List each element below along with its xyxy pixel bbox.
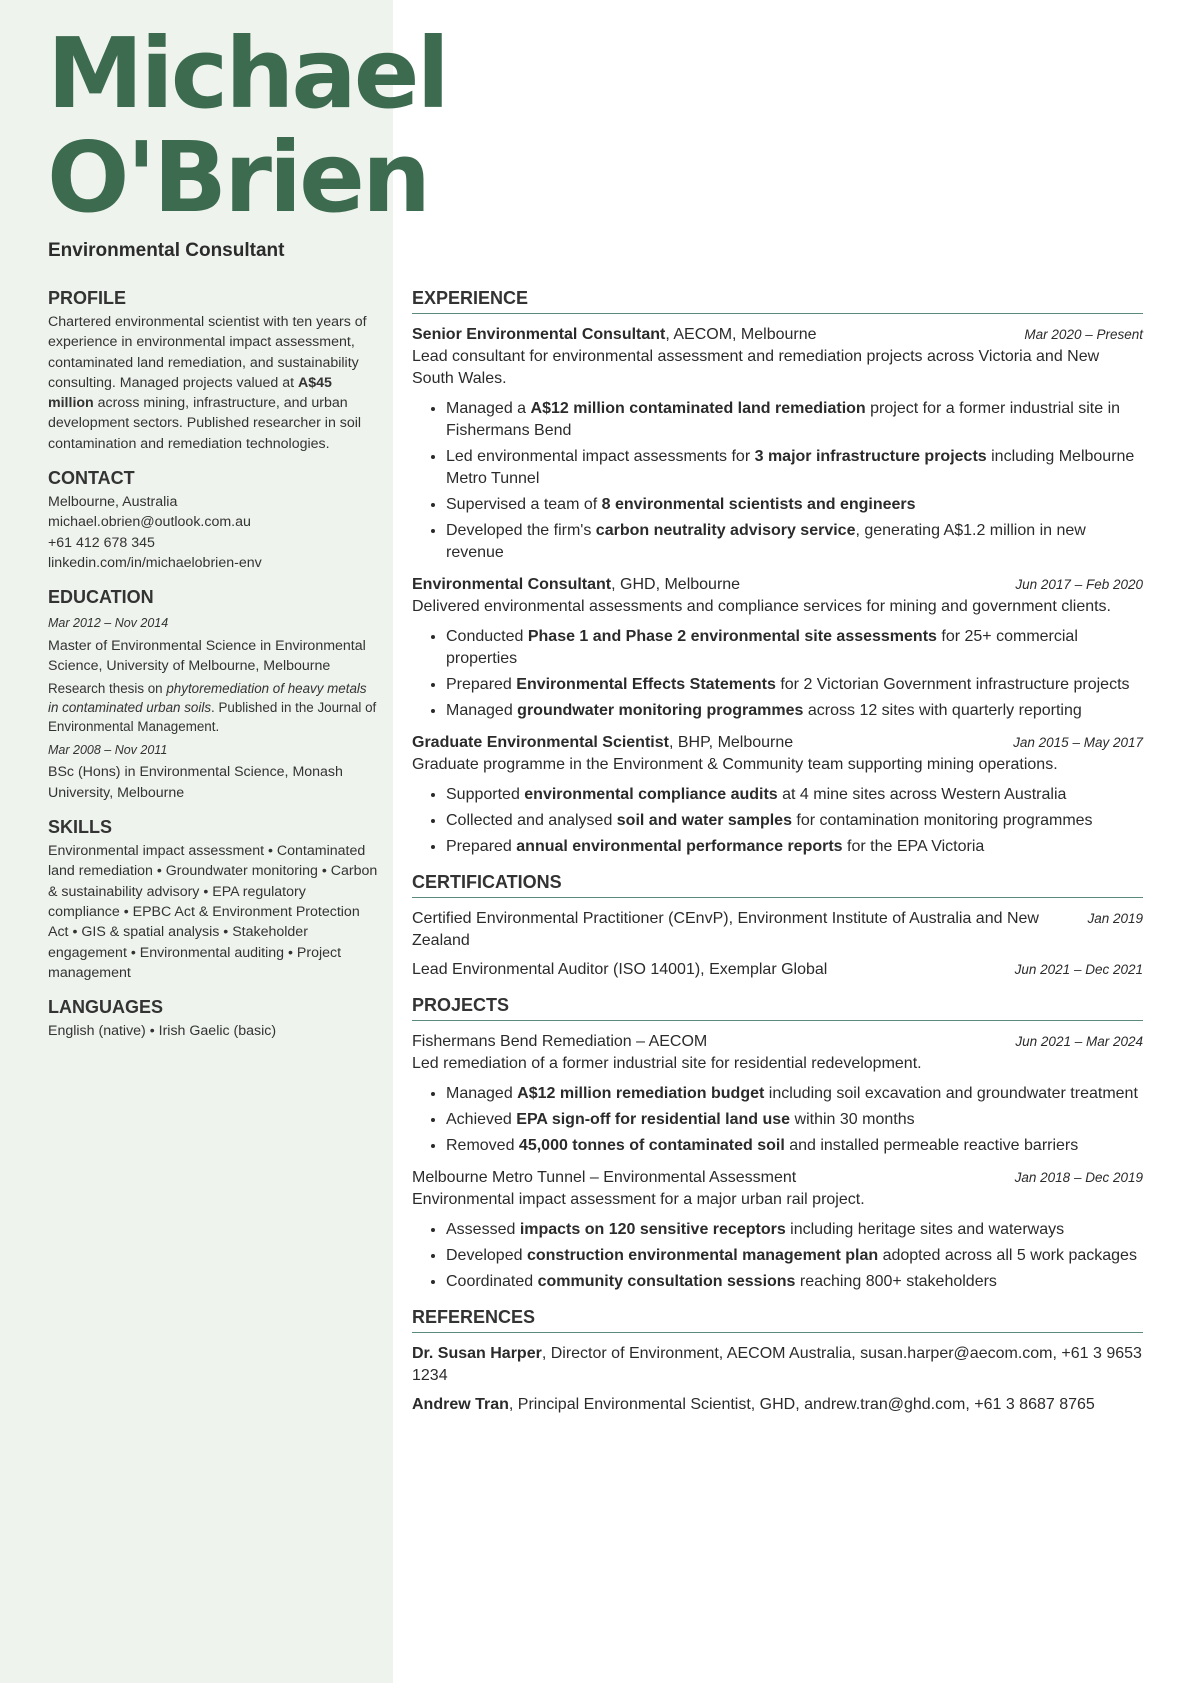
bullet-text: Developed the firm's <box>446 522 596 539</box>
bullet-item <box>446 1245 1143 1267</box>
bullet-text: Removed <box>446 1137 519 1154</box>
reference-item <box>412 1343 1143 1387</box>
bullet-item <box>446 446 1143 490</box>
projects-heading: PROJECTS <box>412 993 1143 1021</box>
bullet-highlight: soil and water samples <box>616 812 792 829</box>
bullet-item <box>446 784 1143 806</box>
languages-heading: LANGUAGES <box>48 997 164 1018</box>
education-degree: Master of Environmental Science in Environmental Science, University of Melbourne, Melbourne <box>48 637 366 674</box>
languages-text: English (native) • Irish Gaelic (basic) <box>48 1023 277 1040</box>
bullet-item <box>446 1271 1143 1293</box>
reference-name: Andrew Tran <box>412 1396 509 1413</box>
bullet-text: for the EPA Victoria <box>842 838 985 855</box>
bullet-item <box>446 626 1143 670</box>
education-item <box>48 740 378 803</box>
reference-details: , Principal Environmental Scientist, GHD, andrew.tran@ghd.com, +61 3 8687 8765 <box>508 1396 1095 1413</box>
job-summary: Delivered environmental assessments and compliance services for mining and government clients. <box>412 598 1111 615</box>
job-title-org <box>412 732 793 754</box>
bullet-text: across 12 sites with quarterly reporting <box>803 702 1082 719</box>
profile-section <box>48 286 378 454</box>
education-degree: BSc (Hons) in Environmental Science, Monash University, Melbourne <box>48 764 343 801</box>
bullet-text: Coordinated <box>446 1273 538 1290</box>
job-header <box>412 324 1143 346</box>
certification-text: Lead Environmental Auditor (ISO 14001), Exemplar Global <box>412 961 828 978</box>
bullet-highlight: impacts on 120 sensitive receptors <box>519 1221 786 1238</box>
bullet-highlight: community consultation sessions <box>537 1273 796 1290</box>
project-title: Melbourne Metro Tunnel – Environmental Assessment <box>412 1169 797 1186</box>
project-bullets <box>412 1083 1143 1157</box>
project-title: Fishermans Bend Remediation – AECOM <box>412 1033 708 1050</box>
job-title-org <box>412 574 740 596</box>
reference-name: Dr. Susan Harper <box>412 1345 542 1362</box>
bullet-highlight: EPA sign-off for residential land use <box>516 1111 791 1128</box>
education-section <box>48 585 378 803</box>
job-org: , AECOM, Melbourne <box>665 326 817 343</box>
bullet-highlight: environmental compliance audits <box>524 786 778 803</box>
profile-text <box>48 312 378 454</box>
project-date: Jun 2021 – Mar 2024 <box>1015 1034 1143 1049</box>
bullet-text: at 4 mine sites across Western Australia <box>777 786 1067 803</box>
education-note-part: Research thesis on <box>48 681 167 697</box>
bullet-item <box>446 494 1143 516</box>
project-summary: Led remediation of a former industrial site for residential redevelopment. <box>412 1055 922 1072</box>
bullet-text: project for a former industrial site in Fishermans Bend <box>446 400 1121 439</box>
job-bullets <box>412 398 1143 564</box>
bullet-text: Prepared <box>446 676 517 693</box>
bullet-text: including soil excavation and groundwater treatment <box>764 1085 1138 1102</box>
bullet-text: and installed permeable reactive barriers <box>784 1137 1079 1154</box>
job-date: Jun 2017 – Feb 2020 <box>1015 577 1143 592</box>
project-bullets <box>412 1219 1143 1293</box>
skills-text: Environmental impact assessment • Contaminated land remediation • Groundwater monitoring • Carbon & sustainability advisory • EPA regulatory compliance • EPBC Act & Environment Protection Act • GIS & spatial analysis • Stakeholder engagement • Environmental auditing • Project management <box>48 843 378 981</box>
reference-item <box>412 1394 1143 1416</box>
contact-location: Melbourne, Australia <box>48 494 178 511</box>
project-header <box>412 1167 1143 1189</box>
bullet-text: including heritage sites and waterways <box>785 1221 1065 1238</box>
job-role: Senior Environmental Consultant <box>412 326 666 343</box>
skills-heading: SKILLS <box>48 817 113 838</box>
job-title-org <box>412 324 817 346</box>
bullet-text: Managed <box>446 1085 518 1102</box>
bullet-highlight: construction environmental management plan <box>526 1247 879 1264</box>
bullet-text: Supervised a team of <box>446 496 602 513</box>
education-note <box>48 679 378 736</box>
bullet-item <box>446 398 1143 442</box>
bullet-text: for contamination monitoring programmes <box>791 812 1093 829</box>
education-date: Mar 2012 – Nov 2014 <box>48 616 169 631</box>
profile-text-highlight: A$45 million <box>48 374 332 412</box>
contact-linkedin[interactable]: linkedin.com/in/michaelobrien-env <box>48 554 262 571</box>
contact-heading: CONTACT <box>48 468 135 489</box>
bullet-text: Collected and analysed <box>446 812 617 829</box>
experience-heading: EXPERIENCE <box>412 286 1143 314</box>
job-org: , GHD, Melbourne <box>611 576 741 593</box>
bullet-text: Developed <box>446 1247 527 1264</box>
bullet-text: Managed a <box>446 400 531 417</box>
experience-section <box>412 286 1143 858</box>
project-header <box>412 1031 1143 1053</box>
bullet-highlight: 8 environmental scientists and engineers <box>601 496 916 513</box>
project-date: Jan 2018 – Dec 2019 <box>1014 1170 1143 1185</box>
certification-item <box>412 908 1143 952</box>
certification-text: Certified Environmental Practitioner (CEnvP), Environment Institute of Australia and New Zealand <box>412 910 1039 949</box>
bullet-item <box>446 700 1143 722</box>
references-section <box>412 1305 1143 1416</box>
references-heading: REFERENCES <box>412 1305 1143 1333</box>
profile-text-part: across mining, infrastructure, and urban development sectors. Published researcher in soil contamination and remediation technologies. <box>48 395 362 452</box>
sidebar <box>48 286 378 1053</box>
profile-text-part: Chartered environmental scientist with ten years of experience in environmental impact assessment, contaminated land remediation, and sustainability consulting. Managed projects valued at <box>48 314 367 391</box>
bullet-text: , generating A$1.2 million in new revenue <box>446 522 1086 561</box>
bullet-item <box>446 1135 1143 1157</box>
bullet-text: for 2 Victorian Government infrastructure projects <box>775 676 1130 693</box>
bullet-highlight: Phase 1 and Phase 2 environmental site assessments <box>527 628 937 645</box>
job-entry <box>412 732 1143 858</box>
education-item <box>48 613 378 736</box>
bullet-text: Achieved <box>446 1111 517 1128</box>
bullet-item <box>446 836 1143 858</box>
bullet-text: within 30 months <box>790 1111 915 1128</box>
job-role: Graduate Environmental Scientist <box>412 734 669 751</box>
bullet-highlight: 45,000 tonnes of contaminated soil <box>518 1137 785 1154</box>
bullet-text: reaching 800+ stakeholders <box>795 1273 997 1290</box>
bullet-item <box>446 810 1143 832</box>
certification-date: Jun 2021 – Dec 2021 <box>1014 962 1143 977</box>
job-bullets <box>412 784 1143 858</box>
bullet-item <box>446 1219 1143 1241</box>
project-summary: Environmental impact assessment for a major urban rail project. <box>412 1191 865 1208</box>
bullet-item <box>446 1083 1143 1105</box>
education-note-part: . Published in the Journal of Environmental Management. <box>48 700 377 735</box>
certifications-section <box>412 870 1143 981</box>
bullet-text: Conducted <box>446 628 528 645</box>
job-bullets <box>412 626 1143 722</box>
project-entry <box>412 1031 1143 1157</box>
job-summary: Graduate programme in the Environment & Community team supporting mining operations. <box>412 756 1058 773</box>
skills-section <box>48 815 378 983</box>
bullet-text: Supported <box>446 786 525 803</box>
bullet-item <box>446 520 1143 564</box>
job-entry <box>412 324 1143 564</box>
job-summary: Lead consultant for environmental assessment and remediation projects across Victoria and New South Wales. <box>412 348 1100 387</box>
bullet-highlight: annual environmental performance reports <box>516 838 843 855</box>
job-date: Jan 2015 – May 2017 <box>1013 735 1143 750</box>
main-content <box>412 286 1143 1428</box>
languages-section <box>48 995 378 1041</box>
bullet-highlight: A$12 million contaminated land remediation <box>530 400 866 417</box>
first-name: Michael <box>47 17 447 130</box>
job-date: Mar 2020 – Present <box>1024 327 1143 342</box>
bullet-highlight: groundwater monitoring programmes <box>517 702 804 719</box>
contact-email[interactable]: michael.obrien@outlook.com.au <box>48 514 251 531</box>
certification-date: Jan 2019 <box>1087 911 1143 926</box>
certifications-heading: CERTIFICATIONS <box>412 870 1143 898</box>
bullet-text: for 25+ commercial properties <box>446 628 1078 667</box>
job-entry <box>412 574 1143 722</box>
profile-heading: PROFILE <box>48 288 127 308</box>
bullet-item <box>446 1109 1143 1131</box>
certification-item <box>412 959 1143 981</box>
education-note-italic: phytoremediation of heavy metals in contaminated urban soils <box>48 681 367 716</box>
job-header <box>412 574 1143 596</box>
bullet-highlight: A$12 million remediation budget <box>517 1085 765 1102</box>
contact-phone[interactable]: +61 412 678 345 <box>48 534 155 551</box>
last-name: O'Brien <box>47 121 429 234</box>
job-header <box>412 732 1143 754</box>
bullet-text: Managed <box>446 702 518 719</box>
bullet-highlight: Environmental Effects Statements <box>516 676 776 693</box>
job-title: Environmental Consultant <box>48 240 285 261</box>
bullet-text: adopted across all 5 work packages <box>878 1247 1137 1264</box>
job-org: , BHP, Melbourne <box>668 734 794 751</box>
bullet-highlight: carbon neutrality advisory service <box>595 522 856 539</box>
reference-details: , Director of Environment, AECOM Australia, susan.harper@aecom.com, +61 3 9653 1234 <box>412 1345 1142 1384</box>
projects-section <box>412 993 1143 1293</box>
education-heading: EDUCATION <box>48 587 154 608</box>
bullet-text: Led environmental impact assessments for <box>446 448 755 465</box>
candidate-name <box>47 17 447 234</box>
bullet-text: Prepared <box>446 838 517 855</box>
job-role: Environmental Consultant <box>412 576 612 593</box>
education-date: Mar 2008 – Nov 2011 <box>48 743 168 758</box>
bullet-item <box>446 674 1143 696</box>
bullet-highlight: 3 major infrastructure projects <box>754 448 987 465</box>
bullet-text: including Melbourne Metro Tunnel <box>446 448 1135 487</box>
contact-section <box>48 466 378 573</box>
bullet-text: Assessed <box>446 1221 520 1238</box>
project-entry <box>412 1167 1143 1293</box>
